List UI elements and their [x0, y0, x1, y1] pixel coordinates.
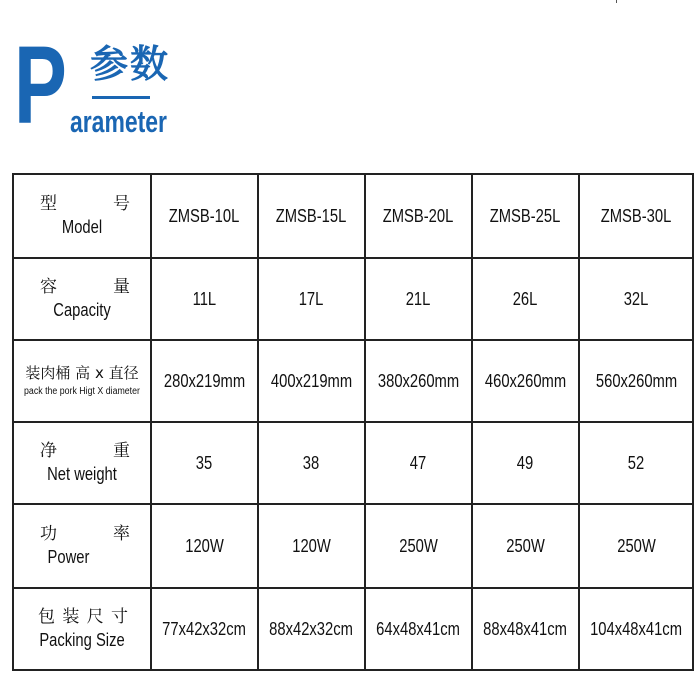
table-cell: ZMSB-25L	[472, 174, 579, 258]
label-english: pack the pork Higt X diameter	[24, 386, 140, 397]
label-chinese: 型 号	[40, 194, 130, 214]
table-cell: ZMSB-10L	[151, 174, 258, 258]
table-cell: ZMSB-30L	[579, 174, 693, 258]
table-row-net-weight	[13, 422, 693, 504]
table-cell: ZMSB-15L	[258, 174, 365, 258]
table-cell: 88x42x32cm	[258, 588, 365, 670]
label-chinese: 容 量	[40, 277, 130, 297]
row-label-net-weight	[13, 422, 151, 504]
table-cell: 380x260mm	[365, 340, 472, 422]
table-cell: 250W	[472, 504, 579, 588]
table-cell: 38	[258, 422, 365, 504]
parameter-table	[12, 173, 694, 671]
table-cell: 11L	[151, 258, 258, 340]
table-cell: 64x48x41cm	[365, 588, 472, 670]
table-cell: 17L	[258, 258, 365, 340]
table-cell: ZMSB-20L	[365, 174, 472, 258]
heading-english-suffix: arameter	[70, 104, 167, 139]
label-english: Model	[61, 217, 103, 237]
heading-underline	[92, 96, 150, 99]
table-row-capacity	[13, 258, 693, 340]
row-label-packing-size	[13, 588, 151, 670]
row-label-capacity	[13, 258, 151, 340]
table-cell: 88x48x41cm	[472, 588, 579, 670]
table-cell: 21L	[365, 258, 472, 340]
label-english: Net weight	[47, 464, 117, 484]
table-cell: 280x219mm	[151, 340, 258, 422]
label-chinese: 功 率	[40, 524, 130, 544]
table-cell: 52	[579, 422, 693, 504]
row-label-model	[13, 174, 151, 258]
table-cell: 250W	[365, 504, 472, 588]
table-row-model	[13, 174, 693, 258]
table-cell: 26L	[472, 258, 579, 340]
table-cell: 49	[472, 422, 579, 504]
table-row-packing-size	[13, 588, 693, 670]
label-chinese: 装肉桶 高 x 直径	[25, 364, 139, 382]
table-row-power	[13, 504, 693, 588]
table-cell: 250W	[579, 504, 693, 588]
table-row-bucket-size	[13, 340, 693, 422]
table-cell: 560x260mm	[579, 340, 693, 422]
parameter-heading	[14, 24, 184, 147]
heading-big-letter: P	[14, 24, 67, 147]
label-english: Packing Size	[39, 630, 125, 650]
table-cell: 77x42x32cm	[151, 588, 258, 670]
table-cell: 120W	[258, 504, 365, 588]
row-label-power	[13, 504, 151, 588]
table-cell: 47	[365, 422, 472, 504]
table-cell: 35	[151, 422, 258, 504]
heading-chinese-title: 参数	[90, 42, 171, 86]
table-cell: 32L	[579, 258, 693, 340]
table-cell: 460x260mm	[472, 340, 579, 422]
label-chinese: 包 装 尺 寸	[38, 607, 128, 627]
table-cell: 104x48x41cm	[579, 588, 693, 670]
label-chinese: 净 重	[40, 441, 130, 461]
row-label-bucket-size	[13, 340, 151, 422]
corner-mark	[616, 0, 617, 3]
table-cell: 120W	[151, 504, 258, 588]
label-english: Capacity	[53, 300, 111, 320]
label-english: Power	[47, 547, 90, 567]
table-cell: 400x219mm	[258, 340, 365, 422]
